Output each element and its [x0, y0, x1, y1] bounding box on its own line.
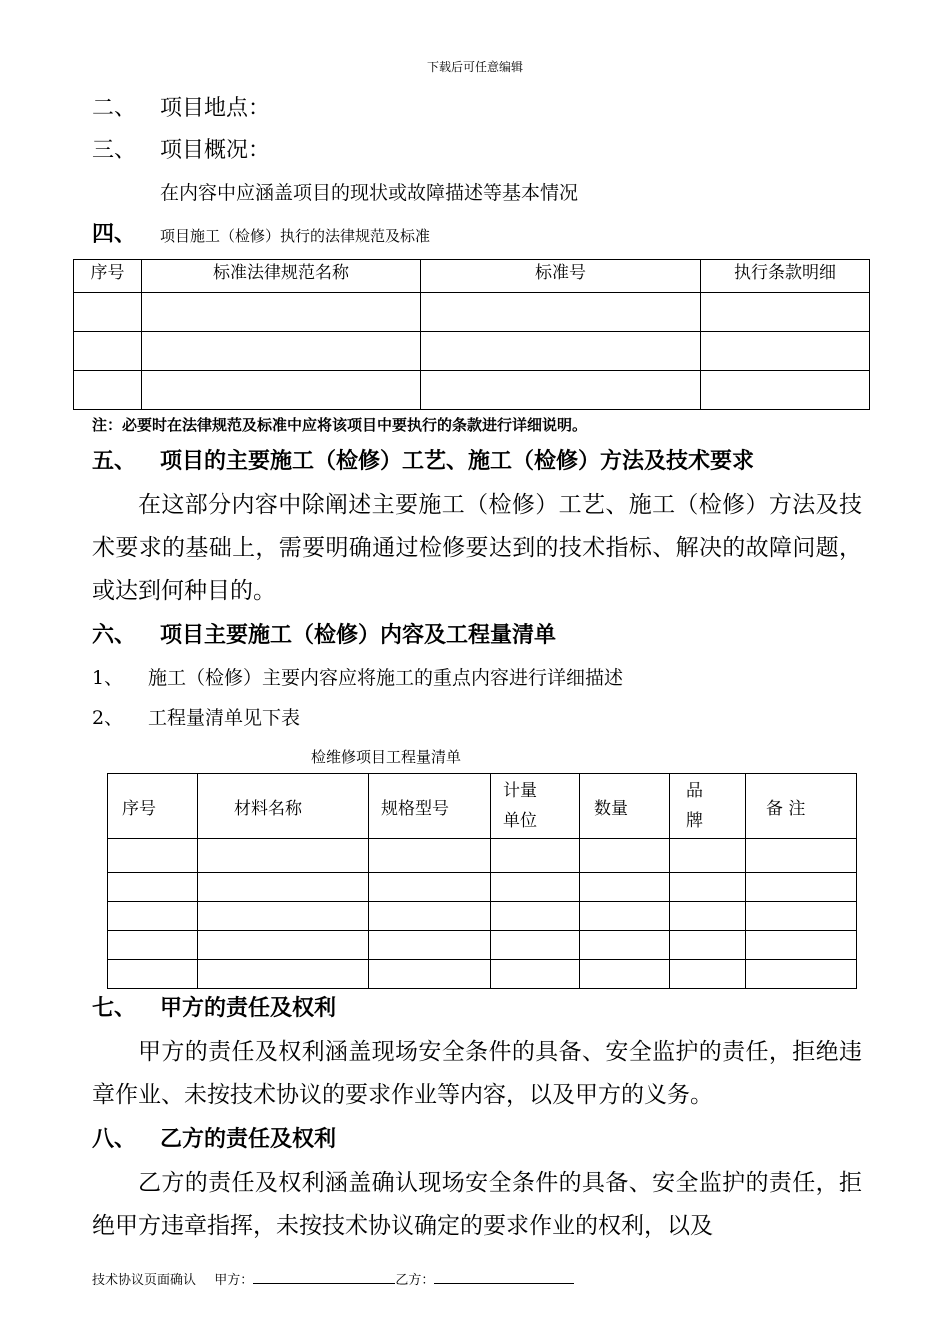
- table-cell[interactable]: [369, 902, 491, 931]
- table-row: [108, 873, 857, 902]
- section-8-paragraph: 乙方的责任及权利涵盖确认现场安全条件的具备、安全监护的责任，拒绝甲方违章指挥，未按技术协议确定的要求作业的权利，以及: [92, 1170, 862, 1239]
- section-3-number: 三、: [92, 138, 137, 163]
- section-5-title: 项目的主要施工（检修）工艺、施工（检修）方法及技术要求: [160, 449, 755, 474]
- section-5-paragraph: 在这部分内容中除阐述主要施工（检修）工艺、施工（检修）方法及技术要求的基础上，需要明确通过检修要达到的技术指标、解决的故障问题，或达到何种目的。: [92, 492, 862, 604]
- unit-line-1: 计量: [503, 781, 537, 801]
- materials-header-unit: [491, 774, 580, 839]
- footer-confirm: 技术协议页面确认: [92, 1273, 197, 1288]
- table-cell[interactable]: [746, 931, 857, 960]
- section-6-item-1: [92, 664, 623, 692]
- materials-header-qty: 数量: [580, 774, 670, 839]
- table-cell[interactable]: [701, 293, 870, 332]
- section-8-title: 乙方的责任及权利: [160, 1127, 337, 1152]
- table-cell[interactable]: [198, 902, 369, 931]
- unit-line-2: 单位: [503, 811, 537, 831]
- section-2-title: 项目地点：: [160, 96, 271, 121]
- table-cell[interactable]: [142, 371, 421, 410]
- table-cell[interactable]: [670, 873, 746, 902]
- table-cell[interactable]: [491, 839, 580, 873]
- table-cell[interactable]: [746, 839, 857, 873]
- table-row: [108, 960, 857, 989]
- standards-table-header: [74, 260, 870, 293]
- materials-table-header: [108, 774, 857, 839]
- table-cell[interactable]: [421, 332, 701, 371]
- materials-header-seq: 序号: [108, 774, 198, 839]
- footer-party-a-label: 甲方：: [214, 1273, 254, 1288]
- table-cell[interactable]: [491, 902, 580, 931]
- section-6-title: 项目主要施工（检修）内容及工程量清单: [160, 623, 557, 648]
- table-cell[interactable]: [369, 839, 491, 873]
- table-cell[interactable]: [491, 931, 580, 960]
- item-2-number: 2、: [92, 707, 124, 729]
- brand-line-1: 品: [686, 781, 703, 801]
- table-cell[interactable]: [701, 371, 870, 410]
- materials-table: [107, 773, 857, 989]
- table-cell[interactable]: [421, 371, 701, 410]
- table-cell[interactable]: [108, 839, 198, 873]
- table-cell[interactable]: [108, 873, 198, 902]
- table-cell[interactable]: [108, 960, 198, 989]
- party-a-signature-line[interactable]: [253, 1269, 395, 1284]
- table-cell[interactable]: [580, 902, 670, 931]
- table-row: [108, 902, 857, 931]
- brand-line-2: 牌: [686, 811, 703, 831]
- standards-header-cell: 执行条款明细: [701, 260, 870, 293]
- section-3-description: 在内容中应涵盖项目的现状或故障描述等基本情况: [160, 182, 579, 204]
- item-1-text: 施工（检修）主要内容应将施工的重点内容进行详细描述: [148, 667, 624, 689]
- table-cell[interactable]: [580, 839, 670, 873]
- section-6-heading: [92, 622, 556, 650]
- section-2-number: 二、: [92, 96, 137, 121]
- materials-header-brand: [670, 774, 746, 839]
- table-cell[interactable]: [108, 902, 198, 931]
- standards-header-cell: 序号: [74, 260, 142, 293]
- materials-header-spec: 规格型号: [369, 774, 491, 839]
- section-8-number: 八、: [92, 1127, 137, 1152]
- section-4-title: 项目施工（检修）执行的法律规范及标准: [160, 227, 431, 245]
- item-2-text: 工程量清单见下表: [148, 707, 301, 729]
- table-row: [74, 371, 870, 410]
- section-5-heading: [92, 448, 754, 476]
- section-4-number: 四、: [92, 222, 137, 247]
- table-cell[interactable]: [670, 902, 746, 931]
- table-cell[interactable]: [369, 873, 491, 902]
- footer-party-b-label: 乙方：: [395, 1273, 435, 1288]
- table-cell[interactable]: [580, 960, 670, 989]
- section-8-heading: [92, 1126, 336, 1154]
- table-cell[interactable]: [746, 960, 857, 989]
- section-7-number: 七、: [92, 996, 137, 1021]
- materials-header-remark: 备 注: [746, 774, 857, 839]
- standards-header-cell: 标准号: [421, 260, 701, 293]
- section-6-item-2: [92, 704, 300, 732]
- table-cell[interactable]: [491, 960, 580, 989]
- section-3-title: 项目概况：: [160, 138, 271, 163]
- table-row: [108, 931, 857, 960]
- table-cell[interactable]: [108, 931, 198, 960]
- section-7-heading: [92, 995, 336, 1023]
- section-2-heading: [92, 95, 270, 123]
- table-cell[interactable]: [746, 902, 857, 931]
- section-4-heading: [92, 221, 430, 250]
- table-cell[interactable]: [670, 960, 746, 989]
- table-cell[interactable]: [198, 931, 369, 960]
- table-cell[interactable]: [491, 873, 580, 902]
- section-3-heading: [92, 137, 270, 165]
- standards-table: [73, 259, 870, 410]
- page-header: 下载后可任意编辑: [426, 60, 523, 74]
- table-cell[interactable]: [198, 839, 369, 873]
- standards-header-cell: 标准法律规范名称: [142, 260, 421, 293]
- section-6-number: 六、: [92, 623, 137, 648]
- table-cell[interactable]: [670, 931, 746, 960]
- table-cell[interactable]: [580, 931, 670, 960]
- table-cell[interactable]: [670, 839, 746, 873]
- table-cell[interactable]: [142, 332, 421, 371]
- standards-note: 注：必要时在法律规范及标准中应将该项目中要执行的条款进行详细说明。: [92, 416, 588, 434]
- table-cell[interactable]: [369, 931, 491, 960]
- materials-table-caption: 检维修项目工程量清单: [311, 748, 462, 766]
- table-cell[interactable]: [369, 960, 491, 989]
- materials-header-name: 材料名称: [198, 774, 369, 839]
- party-b-signature-line[interactable]: [434, 1269, 574, 1284]
- table-cell[interactable]: [142, 293, 421, 332]
- table-cell[interactable]: [580, 873, 670, 902]
- table-cell[interactable]: [74, 332, 142, 371]
- table-cell[interactable]: [198, 873, 369, 902]
- table-cell[interactable]: [74, 371, 142, 410]
- item-1-number: 1、: [92, 667, 124, 689]
- table-cell[interactable]: [701, 332, 870, 371]
- table-cell[interactable]: [421, 293, 701, 332]
- table-cell[interactable]: [198, 960, 369, 989]
- table-cell[interactable]: [746, 873, 857, 902]
- table-row: [108, 839, 857, 873]
- table-row: [74, 293, 870, 332]
- section-7-title: 甲方的责任及权利: [160, 996, 337, 1021]
- page-footer: [92, 1269, 574, 1288]
- section-5-number: 五、: [92, 449, 137, 474]
- section-7-paragraph: 甲方的责任及权利涵盖现场安全条件的具备、安全监护的责任，拒绝违章作业、未按技术协议的要求作业等内容，以及甲方的义务。: [92, 1039, 862, 1108]
- table-row: [74, 332, 870, 371]
- table-cell[interactable]: [74, 293, 142, 332]
